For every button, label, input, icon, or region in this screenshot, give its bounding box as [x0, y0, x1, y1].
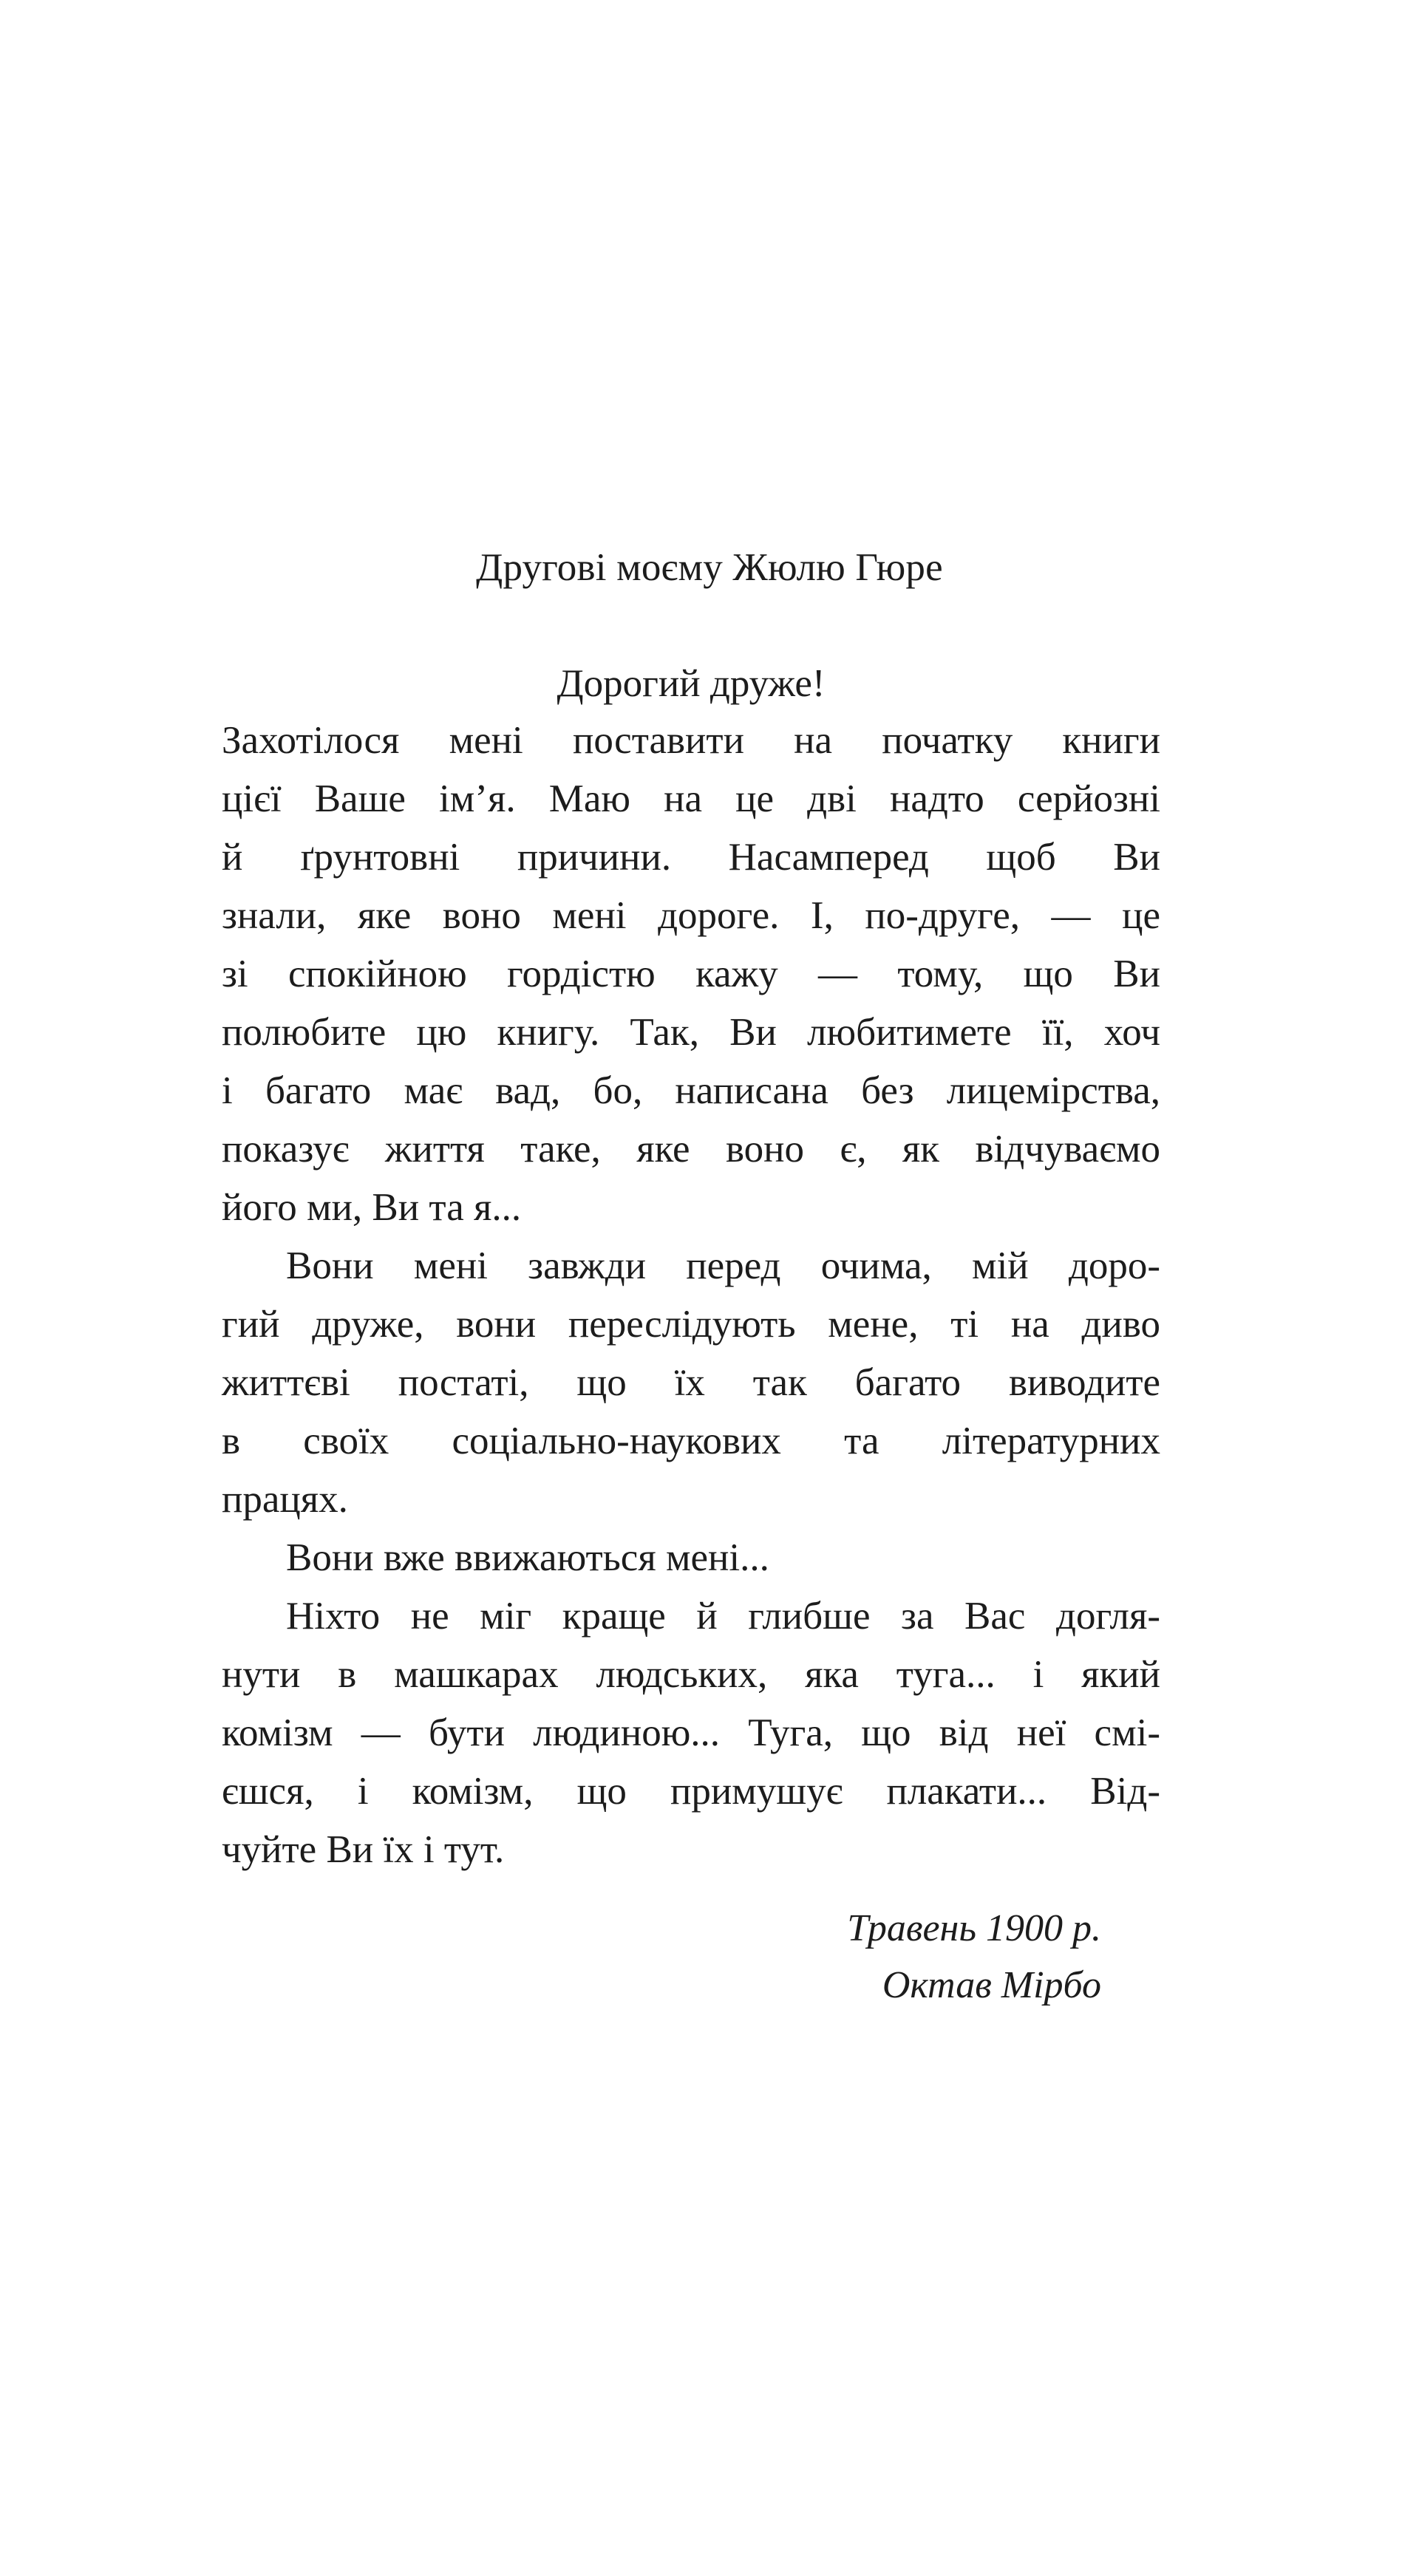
text-line: показує життя таке, яке воно є, як відчуваємо [222, 1128, 1160, 1171]
text-line: нути в машкарах людських, яка туга... і який [222, 1653, 1160, 1696]
text-line: його ми, Ви та я... [222, 1186, 522, 1229]
text-line: зі спокійною гордістю кажу — тому, що Ви [222, 953, 1160, 995]
signature-block [665, 1905, 1101, 2019]
salutation: Дорогий друже! [557, 662, 826, 705]
dedication-heading: Другові моєму Жюлю Гюре [476, 546, 943, 589]
signature-author: Октав Мірбо [882, 1964, 1101, 2006]
text-line: комізм — бути людиною... Туга, що від неї смі- [222, 1711, 1160, 1754]
text-line: і багато має вад, бо, написана без лицемірства, [222, 1069, 1160, 1112]
text-line: Вони вже ввижаються мені... [286, 1536, 769, 1579]
text-line: працях. [222, 1478, 348, 1521]
text-line: чуйте Ви їх і тут. [222, 1828, 505, 1871]
signature-date: Травень 1900 р. [847, 1907, 1101, 1949]
text-line: Вони мені завжди перед очима, мій доро- [286, 1244, 1160, 1287]
text-line: Ніхто не міг краще й глибше за Вас догля- [286, 1595, 1160, 1638]
text-line: полюбите цю книгу. Так, Ви любитимете її, хоч [222, 1011, 1160, 1054]
text-line: Захотілося мені поставити на початку книги [222, 719, 1160, 762]
text-line: життєві постаті, що їх так багато виводите [222, 1361, 1160, 1404]
text-line: цієї Ваше ім’я. Маю на це дві надто серйозні [222, 777, 1160, 820]
text-line: знали, яке воно мені дороге. І, по-друге, — це [222, 894, 1160, 937]
letter-body [222, 717, 1160, 1884]
text-line: й ґрунтовні причини. Насамперед щоб Ви [222, 836, 1160, 879]
text-line: гий друже, вони переслідують мене, ті на диво [222, 1303, 1160, 1346]
text-line: в своїх соціально-наукових та літературних [222, 1420, 1160, 1462]
text-line: єшся, і комізм, що примушує плакати... Від- [222, 1770, 1160, 1813]
